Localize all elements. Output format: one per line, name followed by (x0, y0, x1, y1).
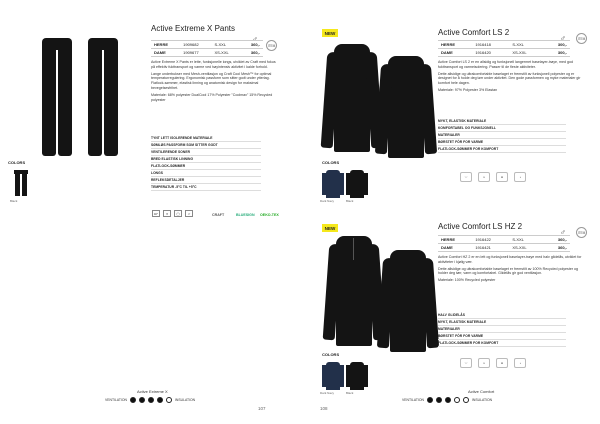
fit-icon: ◑ (514, 172, 526, 182)
feature-item: FLATLOCK-SØMMER FOR KOMFORT (438, 146, 566, 153)
rating-dot (166, 397, 172, 403)
gender-symbol: ♂ (560, 228, 566, 237)
feature-list (438, 312, 566, 347)
sku-price: 360,- (544, 236, 570, 244)
new-badge: NEW (322, 224, 338, 232)
description-paragraph: Active Comfort LS 2 er en allsidig og funksjonell langermet baselayer-trøye, med god fukttransport og varmeisolering. Passer til de fleste aktiviteter. (438, 60, 574, 69)
right-page (300, 0, 600, 424)
sku-table (438, 40, 570, 57)
table-row (438, 49, 570, 57)
rating-left-label: VENTILATION (402, 398, 424, 402)
feature-list (151, 135, 261, 191)
product-title: Active Extreme X Pants (151, 24, 236, 33)
description-paragraph: Active Extreme X Pants er lette, funksjonelle longs, utviklet av Craft med fokus på effektiv fukttransport og varme ved høyintensiv aktivitet i kalde forhold. (151, 60, 276, 69)
rating-scale (402, 397, 492, 403)
feature-list (438, 118, 566, 153)
sku-gender: HERRE (438, 236, 472, 244)
table-row (151, 49, 263, 57)
sku-sizes: S-XXL (509, 236, 544, 244)
description-paragraph: Materiale: 97% Polyester 3% Elastan (438, 87, 498, 92)
colors-label: COLORS (8, 160, 26, 165)
dry-icon: 〰 (460, 358, 472, 368)
swatch-caption: Dark Navy (320, 391, 335, 395)
color-swatch-navy (322, 170, 344, 198)
colors-label: COLORS (322, 160, 340, 165)
dry-icon: 〰 (460, 172, 472, 182)
care-icons (152, 210, 193, 217)
brand-logo: CRAFT (212, 213, 225, 217)
description-paragraph: Dette allsidige og ultrakomfortable baselaget er fremstilt av funksjonell polyester og er designet for å holde deg tørr under aktivitet. Den gode passformen og myke materialer gir komfort hele dagen. (438, 71, 581, 86)
rating-right-label: INSULATION (174, 398, 196, 402)
rating-dot (454, 397, 460, 403)
sku-price: 300,- (544, 41, 570, 49)
rating-title: Active Extreme X (137, 389, 168, 394)
eco-icon: ♻ (496, 172, 508, 182)
feature-icons (460, 358, 526, 368)
product-image-hz-front (326, 236, 382, 348)
gender-symbol: ♂ (252, 35, 258, 44)
rating-right-label: INSULATION (471, 398, 493, 402)
feature-item: MATERIALER (438, 326, 566, 333)
rating-dot (148, 397, 154, 403)
sku-table (151, 40, 263, 57)
feature-item: HALV GLIDELÅS (438, 312, 566, 319)
sku-sizes: XS-XXL (509, 49, 544, 57)
color-swatch-black (346, 170, 368, 198)
sku-article: 1909677 (180, 49, 211, 57)
product-title: Active Comfort LS HZ 2 (438, 222, 523, 231)
iron-icon: ▱ (185, 210, 193, 217)
item-badge: ITEM (576, 33, 587, 44)
feature-item: BØRSTET FÓR FOR VARME (438, 333, 566, 340)
feature-item: MYKT, ELASTISK MATERIALE (438, 319, 566, 326)
description-paragraph: Lange underbukser med Mesh-ventilasjon og Craft Cool Mesh™ for optimal temperaturregulering. Ergonomisk passform som sitter godt under ytterlag. Flatlock-sømmer, elastisk linning og anatomisk design for maksimal bevegelsesfrihet. (151, 71, 272, 90)
sku-gender: HERRE (438, 41, 472, 49)
feature-item: TEMPERATUR -5°C TIL +5°C (151, 184, 261, 191)
color-swatch-black (346, 362, 368, 390)
rating-dot (139, 397, 145, 403)
sku-gender: HERRE (151, 41, 180, 49)
description-paragraph: Active Comfort HZ 2 er en lett og funksjonell baselayer-trøye med halv glidelås, utviklet for aktiviteter i kjølig vær. (438, 255, 582, 264)
item-badge: ITEM (266, 40, 277, 51)
sku-sizes: XS-XXL (509, 244, 544, 252)
feature-item: BRED ELASTISK LINNING (151, 156, 261, 163)
feature-item: REFLEKSDETALJER (151, 177, 261, 184)
product-image-ls-front (324, 44, 380, 154)
table-row (438, 244, 570, 252)
eco-icon: ♻ (496, 358, 508, 368)
rating-title: Active Comfort (468, 389, 495, 394)
dry-icon: ◯ (174, 210, 182, 217)
swatch-caption: Black (346, 199, 354, 203)
rating-left-label: VENTILATION (105, 398, 127, 402)
product-image-ls-back (378, 56, 434, 160)
bluesign-logo: BLUESIGN (236, 213, 255, 217)
page-number: 108 (320, 406, 328, 411)
sku-price: 360,- (241, 41, 263, 49)
rating-dot (427, 397, 433, 403)
feature-item: FLATLOCK-SØMMER FOR KOMFORT (438, 340, 566, 347)
swatch-caption: Black (346, 391, 354, 395)
sku-sizes: XS-XXL (212, 49, 241, 57)
feature-item: VENTILERENDE SONER (151, 149, 261, 156)
gender-symbol: ♂ (560, 34, 566, 43)
sku-article: 1916420 (472, 49, 509, 57)
sku-price: 360,- (241, 49, 263, 57)
fit-icon: ◑ (514, 358, 526, 368)
rating-scale (105, 397, 195, 403)
warm-icon: ☀ (478, 172, 490, 182)
table-row (151, 41, 263, 49)
feature-item: KOMFORTABEL OG FUNKSJONELL (438, 125, 566, 132)
oekotex-logo: OEKO-TEX (260, 213, 279, 217)
sku-gender: DAME (438, 49, 472, 57)
rating-dot (463, 397, 469, 403)
table-row (438, 41, 570, 49)
rating-dot (157, 397, 163, 403)
feature-item: LONGS (151, 170, 261, 177)
product-description (438, 60, 588, 95)
swatch-caption: Dark Navy (320, 199, 335, 203)
feature-item: TYNT LETT ISOLERENDE MATERIALE (151, 135, 261, 142)
feature-item: BØRSTET FÓR FOR VARME (438, 139, 566, 146)
product-description (151, 60, 276, 104)
sku-price: 360,- (544, 244, 570, 252)
rating-dot (130, 397, 136, 403)
color-swatch-black (14, 170, 28, 196)
sku-price: 300,- (544, 49, 570, 57)
item-badge: ITEM (576, 227, 587, 238)
warm-icon: ☀ (478, 358, 490, 368)
product-description (438, 255, 588, 285)
sku-article: 1916421 (472, 244, 509, 252)
new-badge: NEW (322, 29, 338, 37)
sku-article: 1916422 (472, 236, 509, 244)
description-paragraph: Materiale: 100% Recycled polyester (438, 278, 496, 283)
rating-dot (436, 397, 442, 403)
feature-item: MYKT, ELASTISK MATERIALE (438, 118, 566, 125)
sku-article: 1916418 (472, 41, 509, 49)
description-paragraph: Materiale: 68% polyester DualCool 17% Polyester "Coolmax" 15% Recycled polyester (151, 92, 273, 102)
page-number: 107 (258, 406, 266, 411)
sku-article: 1909682 (180, 41, 211, 49)
table-row (438, 236, 570, 244)
sku-sizes: S-XXL (509, 41, 544, 49)
product-image-pants-back (82, 38, 124, 156)
description-paragraph: Dette allsidige og ultrakomfortable baselaget er fremstilt av 100% Recycled polyester og holder deg tørr, varm og komfortabel. Glidelås gir god ventilasjon. (438, 266, 579, 276)
feature-item: SØMLØS PASSFORM SOM SITTER GODT (151, 142, 261, 149)
sku-table (438, 235, 570, 252)
feature-icons (460, 172, 526, 182)
sku-gender: DAME (151, 49, 180, 57)
sku-sizes: S-XXL (212, 41, 241, 49)
feature-item: MATERIALER (438, 132, 566, 139)
sku-gender: DAME (438, 244, 472, 252)
color-swatch-navy (322, 362, 344, 390)
no-bleach-icon: ✕ (163, 210, 171, 217)
rating-dot (445, 397, 451, 403)
product-image-hz-back (380, 250, 436, 354)
product-title: Active Comfort LS 2 (438, 28, 510, 37)
wash-icon: 40° (153, 211, 159, 216)
colors-label: COLORS (322, 352, 340, 357)
product-image-pants-front (36, 38, 78, 156)
feature-item: FLATLOCK-SØMMER (151, 163, 261, 170)
swatch-caption: Black (10, 199, 18, 203)
